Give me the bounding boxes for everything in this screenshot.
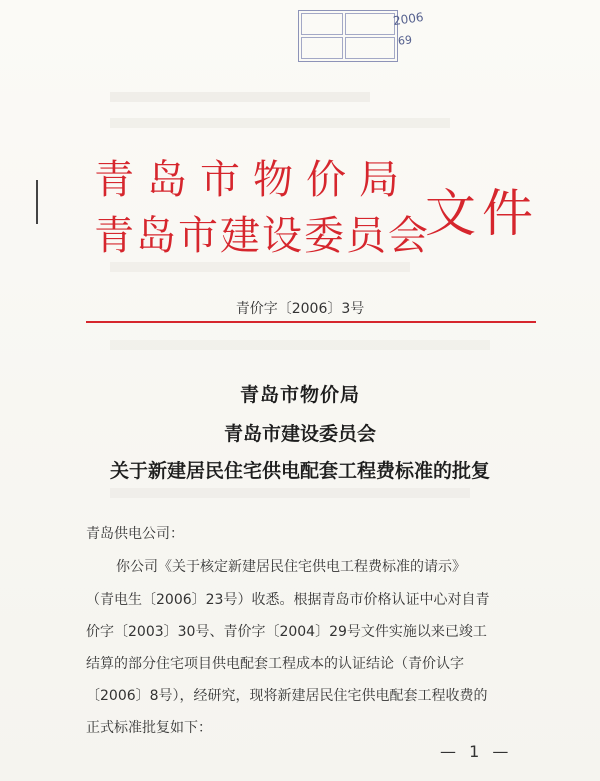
body-line: （青电生〔2006〕23号）收悉。根据青岛市价格认证中心对自青: [86, 592, 490, 608]
archive-stamp: [298, 10, 398, 62]
title-issuer-1: 青岛市物价局: [239, 384, 360, 406]
page-number: — 1 —: [440, 742, 513, 761]
document-number: 青价字〔2006〕3号: [235, 301, 365, 317]
stamp-cell: [301, 13, 343, 35]
body-line: 结算的部分住宅项目供电配套工程成本的认证结论（青价认字: [86, 656, 464, 672]
bleed-through-mark: [110, 92, 370, 102]
body-line: 〔2006〕8号），经研究，现将新建居民住宅供电配套工程收费的: [86, 688, 488, 704]
red-divider: [86, 321, 536, 323]
handwritten-year: 2006: [392, 9, 425, 29]
title-subject: 关于新建居民住宅供电配套工程费标准的批复: [109, 460, 490, 482]
body-line: 正式标准批复如下：: [86, 720, 212, 736]
salutation: 青岛供电公司：: [86, 526, 184, 542]
bleed-through-mark: [110, 488, 470, 498]
margin-mark: [36, 180, 38, 224]
title-issuer-2: 青岛市建设委员会: [223, 423, 376, 445]
bleed-through-mark: [110, 340, 490, 350]
stamp-cell: [301, 37, 343, 59]
header-issuer-1: 青岛市物价局: [94, 157, 412, 203]
handwritten-number: 69: [397, 33, 413, 48]
header-issuer-2: 青岛市建设委员会: [94, 213, 430, 259]
bleed-through-mark: [110, 262, 410, 272]
stamp-cell: [345, 37, 395, 59]
bleed-through-mark: [110, 118, 450, 128]
body-line: 你公司《关于核定新建居民住宅供电工程费标准的请示》: [116, 559, 466, 575]
body-line: 价字〔2003〕30号、青价字〔2004〕29号文件实施以来已竣工: [86, 624, 487, 640]
stamp-cell: [345, 13, 395, 35]
header-doc-type: 文件: [425, 185, 540, 244]
